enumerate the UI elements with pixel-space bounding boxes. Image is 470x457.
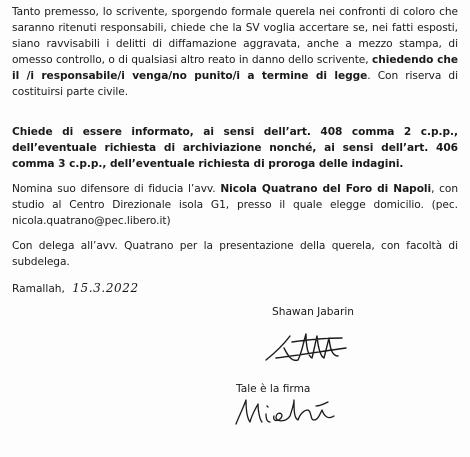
paragraph-nomina-bold: Nicola Quatrano del Foro di Napoli xyxy=(220,183,432,195)
paragraph-informazione: Chiede di essere informato, ai sensi dell’art. 408 comma 2 c.p.p., dell’eventuale richiesta di archiviazione nonché, ai sensi dell’art. 406 comma 3 c.p.p., dell’eventuale richiesta di proroga delle indagini. xyxy=(12,126,458,170)
paragraph-querela xyxy=(12,4,458,100)
paragraph-querela-bold: chiedendo che il /i responsabile/i venga/no punito/i a termine di legge xyxy=(12,54,458,82)
authentication-label: Tale è la firma xyxy=(236,383,311,395)
paragraph-nomina-text-a: Nomina suo difensore di fiducia l’avv. xyxy=(12,183,221,195)
place-label: Ramallah, xyxy=(12,283,65,295)
place-and-date xyxy=(12,280,139,297)
signatory-name: Shawan Jabarin xyxy=(272,306,355,318)
paragraph-delega: Con delega all’avv. Quatrano per la presentazione della querela, con facoltà di subdelega. xyxy=(12,240,458,268)
handwritten-date: 15.3.2022 xyxy=(72,281,139,295)
paragraph-nomina-text-b: , con studio al Centro Direzionale isola G1, presso il quale elegge domicilio. (pec. nicola.quatrano@pec.libero.it) xyxy=(12,183,458,227)
signature-shawan-jabarin-icon xyxy=(262,322,352,372)
paragraph-querela-text-a: Tanto premesso, lo scrivente, sporgendo formale querela nei confronti di coloro che saranno ritenuti responsabili, chiede che la SV voglia accertare se, nei fatti esposti, siano ravvisabili i delitti di diffamazione aggravata, anche a mezzo stampa, di omesso controllo, o di qualsiasi altro reato in danno dello scrivente, xyxy=(12,6,458,66)
signature-lawyer-icon xyxy=(230,392,340,432)
paragraph-nomina-difensore xyxy=(12,181,458,229)
paragraph-querela-text-b: . Con riserva di costituirsi parte civile. xyxy=(12,70,458,98)
